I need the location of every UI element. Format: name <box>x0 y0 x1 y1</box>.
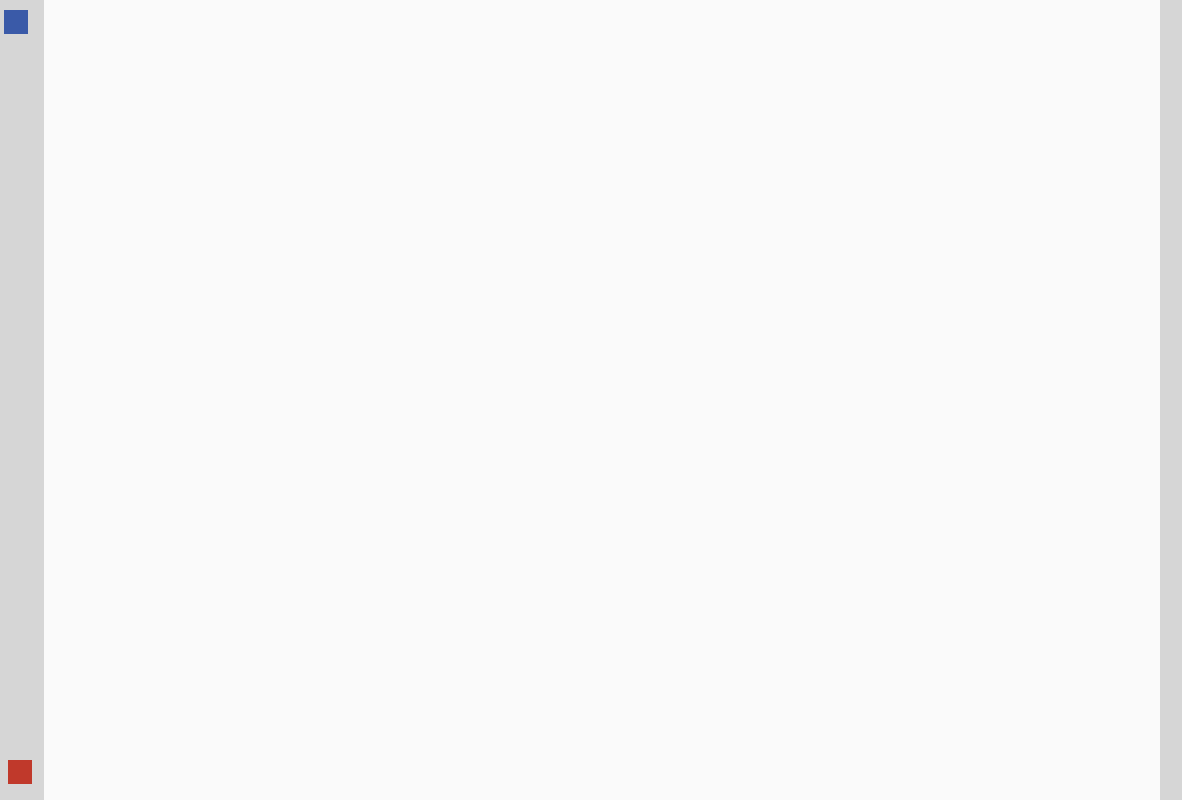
page-sheet <box>44 0 1160 800</box>
logo-icon <box>4 10 28 34</box>
crest-icon <box>8 760 32 784</box>
